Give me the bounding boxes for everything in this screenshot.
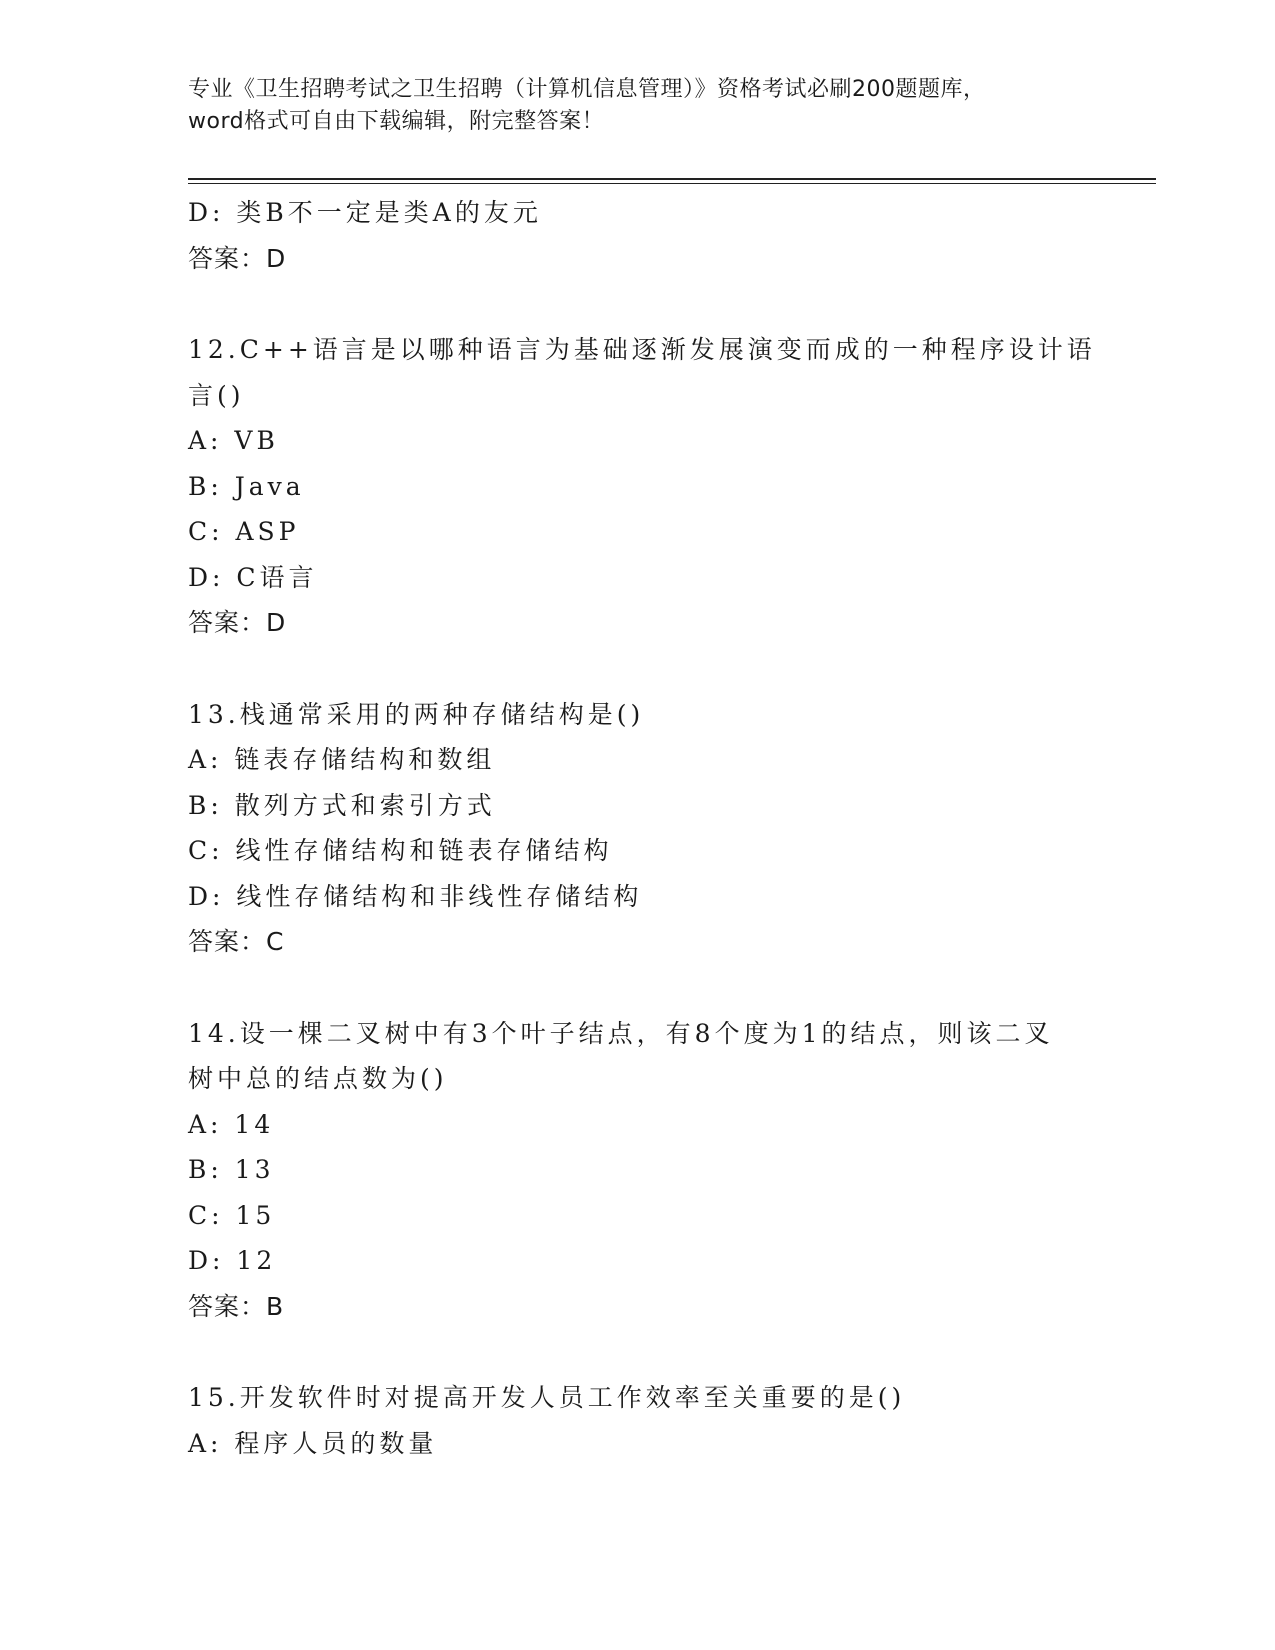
option-c: C: 线性存储结构和链表存储结构 xyxy=(188,836,613,865)
question-block-11 xyxy=(188,190,1088,281)
answer-line: 答案：D xyxy=(188,243,287,273)
question-block-12 xyxy=(188,327,1096,646)
option-a: A: 14 xyxy=(188,1109,275,1139)
question-text-line-1: 13.栈通常采用的两种存储结构是() xyxy=(188,699,645,729)
question-text-line-1: 15.开发软件时对提高开发人员工作效率至关重要的是() xyxy=(188,1383,906,1412)
answer-line: 答案：B xyxy=(188,1291,285,1321)
option-c: C: ASP xyxy=(188,517,300,546)
option-c: C: 15 xyxy=(188,1200,276,1230)
option-d: D: 类B不一定是类A的友元 xyxy=(188,198,542,227)
document-header xyxy=(188,74,1088,138)
spacer xyxy=(188,965,1088,1011)
question-list xyxy=(188,190,1096,1466)
option-a: A: 链表存储结构和数组 xyxy=(188,745,496,774)
option-d: D: 12 xyxy=(188,1246,277,1275)
option-d: D: C语言 xyxy=(188,562,318,592)
answer-line: 答案：C xyxy=(188,927,285,956)
question-text-line-1: 12.C++语言是以哪种语言为基础逐渐发展演变而成的一种程序设计语 xyxy=(188,335,1096,364)
question-block-15 xyxy=(188,1375,1088,1466)
option-a: A: VB xyxy=(188,426,279,455)
spacer xyxy=(188,281,1088,327)
header-line-1: 专业《卫生招聘考试之卫生招聘（计算机信息管理）》资格考试必刷200题题库， xyxy=(188,77,986,102)
spacer xyxy=(188,1329,1088,1375)
option-d: D: 线性存储结构和非线性存储结构 xyxy=(188,881,643,911)
question-text-line-2: 树中总的结点数为() xyxy=(188,1064,448,1093)
question-block-14 xyxy=(188,1011,1088,1330)
option-b: B: Java xyxy=(188,471,305,501)
option-b: B: 13 xyxy=(188,1155,275,1184)
option-b: B: 散列方式和索引方式 xyxy=(188,790,496,820)
spacer xyxy=(188,646,1088,692)
question-text-line-1: 14.设一棵二叉树中有3个叶子结点，有8个度为1的结点，则该二叉 xyxy=(188,1018,1054,1048)
header-line-2: word格式可自由下载编辑，附完整答案！ xyxy=(188,109,605,134)
question-block-13 xyxy=(188,692,1088,965)
question-text-line-2: 言() xyxy=(188,380,245,410)
header-divider-thin xyxy=(188,183,1156,184)
answer-line: 答案：D xyxy=(188,608,287,637)
option-a: A: 程序人员的数量 xyxy=(188,1428,438,1458)
header-divider-thick xyxy=(188,178,1156,180)
